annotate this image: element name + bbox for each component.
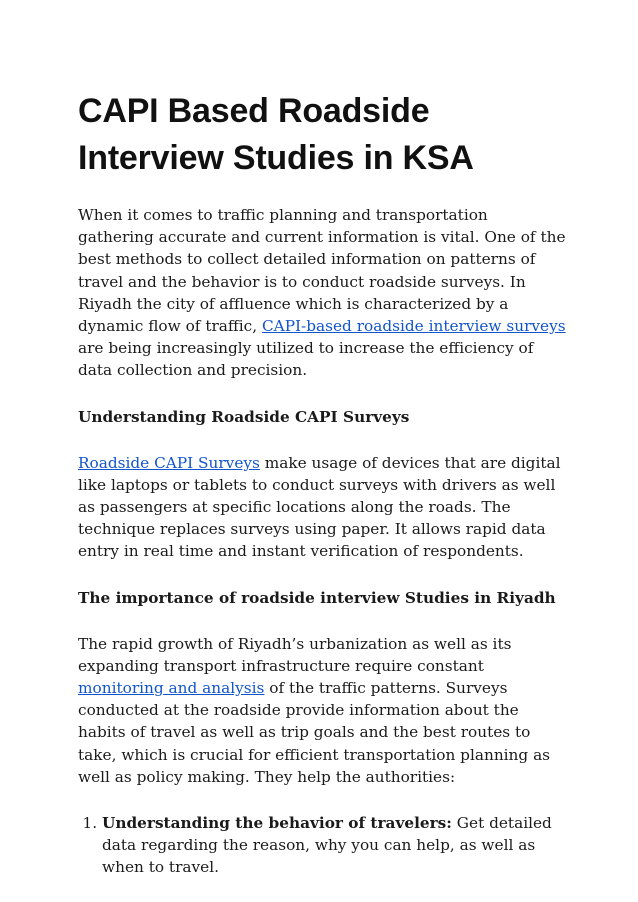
section-heading-understanding: Understanding Roadside CAPI Surveys [78, 407, 410, 426]
list-item [102, 812, 566, 879]
section-heading-importance: The importance of roadside interview Studies in Riyadh [78, 588, 556, 607]
intro-text-2: are being increasingly utilized to increase the efficiency of data collection and precision. [78, 339, 534, 380]
section1-paragraph [78, 452, 566, 563]
list-item-title: Understanding the behavior of travelers: [102, 814, 452, 833]
section2-text-2: of the traffic patterns. Surveys conducted at the roadside provide information about the habits of travel as well as trip goals and the best routes to take, which is crucial for efficient transportation planning as well as policy making. They help the authorities: [78, 679, 551, 786]
page-title: CAPI Based Roadside Interview Studies in KSA [78, 92, 474, 177]
section2-text-1: The rapid growth of Riyadh’s urbanization as well as its expanding transport infrastructure require constant [78, 634, 512, 675]
section2-paragraph [78, 633, 566, 788]
authorities-list [78, 812, 566, 879]
intro-paragraph [78, 204, 566, 382]
article-body [78, 88, 566, 879]
monitoring-analysis-link[interactable]: monitoring and analysis [78, 679, 265, 698]
intro-text-1: When it comes to traffic planning and transportation gathering accurate and current information is vital. One of the best methods to collect detailed information on patterns of travel and the behavior is to conduct roadside surveys. In Riyadh the city of affluence which is characterized by a dynamic flow of traffic, [78, 206, 566, 336]
roadside-capi-surveys-link[interactable]: Roadside CAPI Surveys [78, 453, 260, 472]
capi-roadside-surveys-link[interactable]: CAPI-based roadside interview surveys [261, 317, 566, 336]
section1-text: make usage of devices that are digital like laptops or tablets to conduct surveys with drivers as well as passengers at specific locations along the roads. The technique replaces surveys using paper. It allows rapid data entry in real time and instant verification of respondents. [78, 453, 561, 561]
list-item-text: Get detailed data regarding the reason, why you can help, as well as when to travel. [102, 814, 552, 877]
